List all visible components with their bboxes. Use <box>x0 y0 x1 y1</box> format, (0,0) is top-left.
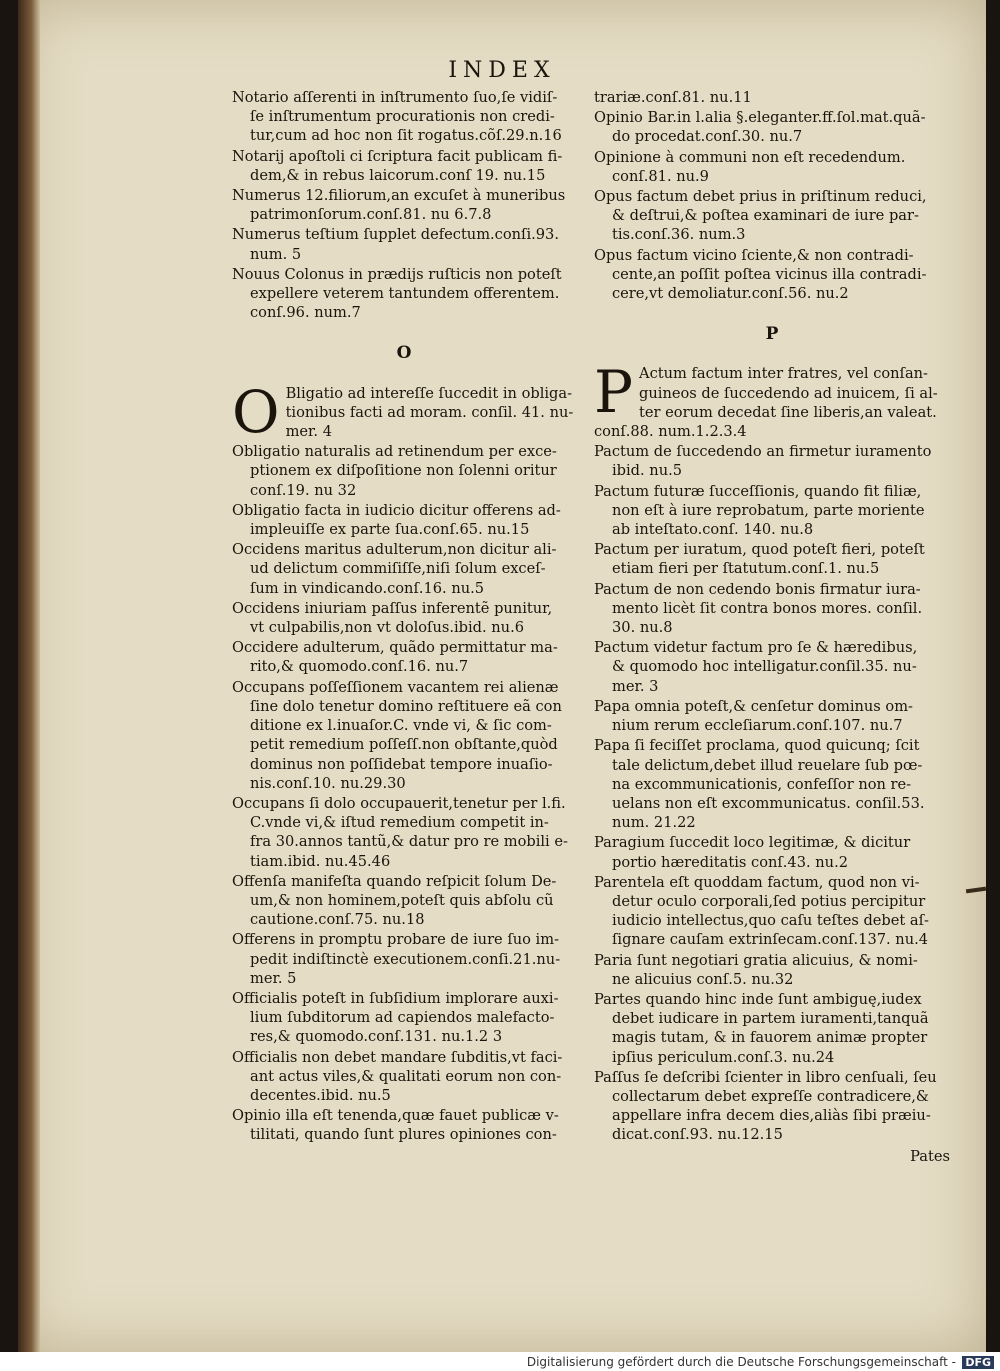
index-entry-line: Opinione à communi non eſt recedendum. <box>594 148 906 166</box>
index-entry-line: Paria ſunt negotiari gratia alicuius, & nomi- <box>594 951 918 969</box>
dropcap-letter: O <box>232 377 280 446</box>
index-entry-line: Occupans ſi dolo occupauerit,tenetur per l.fi. <box>232 794 566 812</box>
index-entry <box>232 989 576 1047</box>
index-entry-line: ab inteſtato.conſ. 140. nu.8 <box>612 521 814 539</box>
index-entry <box>594 108 950 146</box>
index-entry-line: dicat.conſ.93. nu.12.15 <box>612 1126 783 1144</box>
index-entry-line: conſ.88. num.1.2.3.4 <box>594 423 747 441</box>
index-entry-line: Opinio Bar.in l.alia §.eleganter.ff.ſol.mat.quã- <box>594 109 926 127</box>
index-entry-line: res,& quomodo.conſ.131. nu.1.2 3 <box>250 1028 503 1046</box>
index-entry <box>594 148 950 186</box>
index-entry-line: Bligatio ad intereſſe ſuccedit in obliga- <box>285 384 573 402</box>
index-entry-line: rito,& quomodo.conſ.16. nu.7 <box>250 658 469 676</box>
index-entry-line: mento licèt ſit contra bonos mores. conſil. <box>612 599 923 617</box>
index-entries-o <box>232 442 576 1144</box>
index-entry-line: Parentela eſt quoddam factum, quod non vi- <box>594 873 920 891</box>
index-entry-line: uelans non eſt excommunicatus. conſil.53. <box>612 794 925 812</box>
section-heading-p: P <box>765 324 779 345</box>
index-entry-line: appellare infra decem dies,aliàs ſibi præiu- <box>612 1107 931 1125</box>
index-entry-line: guineos de ſuccedendo ad inuicem, ſi al- <box>639 384 938 402</box>
running-head: INDEX <box>448 58 556 83</box>
index-entry-line: Pactum de non cedendo bonis firmatur iura- <box>594 580 921 598</box>
index-entry-line: vt culpabilis,non vt doloſus.ibid. nu.6 <box>250 619 525 637</box>
index-entry-line: conſ.81. nu.9 <box>612 167 709 185</box>
index-entry-line: na excommunicationis, confeſſor non re- <box>612 775 912 793</box>
index-entry-line: tilitati, quando ſunt plures opiniones con- <box>250 1126 557 1144</box>
index-entry-line: Opinio illa eſt tenenda,quæ fauet publicæ v- <box>232 1107 559 1125</box>
dropcap-entry-p <box>594 358 950 441</box>
index-entry-line: expellere veterem tantundem offerentem. <box>250 285 560 303</box>
index-entry-line: ſignare cauſam extrinſecam.conſ.137. nu.4 <box>612 931 929 949</box>
section-heading-o: O <box>396 343 412 364</box>
index-entries-p <box>594 442 950 1144</box>
index-entry-line: Occidere adulterum, quãdo permittatur ma- <box>232 639 558 657</box>
index-entry <box>594 88 950 107</box>
index-entry-line: Actum factum inter fratres, vel conſan- <box>639 365 928 383</box>
index-entry-line: 30. nu.8 <box>612 619 673 637</box>
index-entry <box>594 442 950 480</box>
index-entry-line: ptionem ex diſpoſitione non ſolenni oritur <box>250 462 557 480</box>
catchword: Pates <box>910 1147 950 1165</box>
index-entry-line: Pactum futuræ ſucceſſionis, quando fit filiæ, <box>594 482 922 500</box>
index-entry <box>232 501 576 539</box>
index-entry <box>232 872 576 930</box>
index-entry-line: num. 5 <box>250 245 302 263</box>
index-entry-line: conſ.19. nu 32 <box>250 481 357 499</box>
index-entry <box>232 186 576 224</box>
index-entry-line: Papa ſi feciſſet proclama, quod quicunq; ſcit <box>594 737 920 755</box>
dropcap-entry-text <box>232 377 576 446</box>
index-entry <box>594 951 950 989</box>
index-entry-line: magis tutam, & in fauorem animæ propter <box>612 1029 928 1047</box>
footer-credit: Digitalisierung gefördert durch die Deutsche Forschungsgemeinschaft - <box>526 1355 956 1369</box>
index-entry <box>594 833 950 871</box>
index-entry-line: collectarum debet expreſſe contradicere,& <box>612 1087 929 1105</box>
left-column <box>232 88 576 1146</box>
index-entry <box>232 225 576 263</box>
index-entry-line: detur oculo corporali,ſed potius percipitur <box>612 892 926 910</box>
digitization-footer <box>0 1352 1000 1371</box>
right-column <box>594 88 950 1166</box>
index-entry <box>594 736 950 832</box>
index-entry-line: ibid. nu.5 <box>612 462 683 480</box>
index-entry-line: Paſſus ſe deſcribi ſcienter in libro cenſuali, ſeu <box>594 1068 937 1086</box>
index-entry-line: Pactum per iuratum, quod poteſt fieri, poteſt <box>594 541 925 559</box>
index-entry-line: mer. 5 <box>250 969 297 987</box>
index-entry-line: cente,an poſſit poſtea vicinus illa contradi- <box>612 265 927 283</box>
dropcap-entry-text <box>594 358 950 441</box>
index-entry <box>594 697 950 735</box>
index-entry-line: Numerus teſtium ſupplet defectum.conſi.93. <box>232 226 559 244</box>
index-entry-line: ant actus viles,& qualitati eorum non con- <box>250 1067 562 1085</box>
index-entry <box>232 638 576 676</box>
index-entry-line: pedit indiſtinctè executionem.conſi.21.nu- <box>250 950 561 968</box>
index-entry <box>594 873 950 950</box>
index-entry-line: ipſius periculum.conſ.3. nu.24 <box>612 1048 835 1066</box>
index-entry-line: Notario aſſerenti in inſtrumento ſuo,ſe vidiſ- <box>232 89 558 106</box>
index-entries-o-continued <box>594 88 950 303</box>
index-entry-line: etiam fieri per ſtatutum.conſ.1. nu.5 <box>612 560 880 578</box>
index-entry-line: nium rerum eccleſiarum.conſ.107. nu.7 <box>612 717 903 735</box>
index-entry-line: ſe inſtrumentum procurationis non credi- <box>250 108 555 126</box>
index-entry-line: nis.conſ.10. nu.29.30 <box>250 774 406 792</box>
book-page <box>18 0 986 1352</box>
index-entry-line: mer. 4 <box>285 423 332 441</box>
index-entry-line: Officialis poteſt in ſubſidium implorare auxi- <box>232 989 559 1007</box>
index-entry <box>594 580 950 638</box>
index-entry <box>594 482 950 540</box>
index-entry-line: Partes quando hinc inde ſunt ambiguę,iudex <box>594 990 922 1008</box>
index-entry-line: Pactum videtur factum pro ſe & hæredibus, <box>594 639 918 657</box>
index-entry-line: lium ſubditorum ad capiendos malefacto- <box>250 1009 555 1027</box>
index-entry-line: Obligatio naturalis ad retinendum per exce- <box>232 443 557 461</box>
index-entry-line: tur,cum ad hoc non ſit rogatus.cõſ.29.n.16 <box>250 127 562 145</box>
index-entry-line: cere,vt demoliatur.conſ.56. nu.2 <box>612 285 849 303</box>
index-entry-line: Opus factum debet prius in priſtinum reduci, <box>594 188 927 206</box>
margin-ink-mark <box>966 887 986 894</box>
index-entry-line: decentes.ibid. nu.5 <box>250 1086 391 1104</box>
book-binding-edge <box>18 0 40 1352</box>
index-entry <box>232 599 576 637</box>
index-entry-line: Papa omnia poteſt,& cenſetur dominus om- <box>594 697 913 715</box>
index-entry-line: ſum in vindicando.conſ.16. nu.5 <box>250 579 485 597</box>
index-entry-line: Paragium ſuccedit loco legitimæ, & dicitur <box>594 834 911 852</box>
index-entry-line: iudicio intellectus,quo caſu teſtes debet aſ- <box>612 912 929 930</box>
index-entry-line: & deſtrui,& poſtea examinari de iure par- <box>612 207 919 225</box>
index-entry-line: Pactum de ſuccedendo an firmetur iuramento <box>594 443 932 461</box>
index-entry <box>232 794 576 871</box>
index-entry-line: petit remedium poſſeſſ.non obſtante,quòd <box>250 736 558 754</box>
dfg-logo: DFG <box>962 1356 994 1369</box>
index-entry <box>232 678 576 793</box>
index-entry-line: Offerens in promptu probare de iure ſuo im- <box>232 931 559 949</box>
index-entry <box>232 930 576 988</box>
index-entry <box>594 187 950 245</box>
index-entry <box>232 442 576 500</box>
index-entry-line: Obligatio facta in iudicio dicitur offerens ad- <box>232 501 561 519</box>
index-entry <box>232 1048 576 1106</box>
index-entry-line: tiam.ibid. nu.45.46 <box>250 852 391 870</box>
index-entry-line: Nouus Colonus in prædijs ruſticis non poteſt <box>232 265 562 283</box>
index-entry <box>594 1068 950 1145</box>
dropcap-letter: P <box>594 358 634 427</box>
index-entry <box>594 990 950 1067</box>
index-entry-line: tionibus facti ad moram. conſil. 41. nu- <box>285 403 574 421</box>
index-entry-line: & quomodo hoc intelligatur.conſil.35. nu- <box>612 658 917 676</box>
index-entry-line: patrimonſorum.conſ.81. nu 6.7.8 <box>250 206 492 224</box>
index-entry <box>594 638 950 696</box>
index-entry-line: ne alicuius conſ.5. nu.32 <box>612 970 794 988</box>
index-entry-line: trariæ.conſ.81. nu.11 <box>594 89 752 106</box>
index-entry-line: um,& non hominem,poteſt quis abſolu cũ <box>250 891 554 909</box>
index-entry-line: ud delictum commiſiſſe,niſi ſolum exceſ- <box>250 560 546 578</box>
index-entry-line: Numerus 12.filiorum,an excuſet à muneribus <box>232 187 566 205</box>
index-entry <box>232 147 576 185</box>
index-entry <box>594 540 950 578</box>
index-entry-line: Occupans poſſeſſionem vacantem rei alienæ <box>232 678 559 696</box>
index-entry-line: cautione.conſ.75. nu.18 <box>250 911 425 929</box>
index-entry-line: Occidens maritus adulterum,non dicitur ali- <box>232 541 557 559</box>
index-entry-line: portio hæreditatis conſ.43. nu.2 <box>612 853 848 871</box>
index-entry-line: impleuiſſe ex parte ſua.conſ.65. nu.15 <box>250 521 530 539</box>
index-entry-line: dominus non poſſidebat tempore inuaſio- <box>250 755 553 773</box>
index-entry-line: non eſt à iure reprobatum, parte moriente <box>612 501 925 519</box>
index-entry-line: Notarij apoſtoli ci ſcriptura facit publicam fi- <box>232 147 563 165</box>
index-entry-line: fra 30.annos tantũ,& datur pro re mobili e- <box>250 833 568 851</box>
index-entry <box>232 265 576 323</box>
index-entry-line: Opus factum vicino ſciente,& non contradi- <box>594 246 914 264</box>
index-entry-line: Offenſa manifeſta quando reſpicit ſolum De- <box>232 872 557 890</box>
index-entry <box>232 540 576 598</box>
index-entry-line: C.vnde vi,& iſtud remedium competit in- <box>250 814 549 832</box>
index-entry-line: tis.conſ.36. num.3 <box>612 226 746 244</box>
index-entry-line: num. 21.22 <box>612 814 696 832</box>
index-entry-line: ſine dolo tenetur domino reſtituere eã con <box>250 697 562 715</box>
index-entry-line: ter eorum decedat ſine liberis,an valeat. <box>639 403 937 421</box>
index-entry <box>232 88 576 146</box>
index-entry-line: do procedat.conſ.30. nu.7 <box>612 128 803 146</box>
dropcap-entry-o <box>232 377 576 446</box>
index-entry-line: ditione ex l.inuaſor.C. vnde vi, & ſic com- <box>250 717 552 735</box>
index-entry-line: dem,& in rebus laicorum.conſ 19. nu.15 <box>250 166 546 184</box>
index-entry-line: mer. 3 <box>612 677 659 695</box>
index-entry-line: debet iudicare in partem iuramenti,tanquã <box>612 1010 929 1028</box>
index-entry-line: Officialis non debet mandare ſubditis,vt faci- <box>232 1048 563 1066</box>
index-entry <box>232 1106 576 1144</box>
index-entry-line: Occidens iniuriam paſſus inferentẽ punitur, <box>232 599 553 617</box>
index-entry-line: conſ.96. num.7 <box>250 304 361 322</box>
index-entry <box>594 246 950 304</box>
index-entry-line: tale delictum,debet illud reuelare ſub pœ- <box>612 756 923 774</box>
index-entries-n <box>232 88 576 322</box>
